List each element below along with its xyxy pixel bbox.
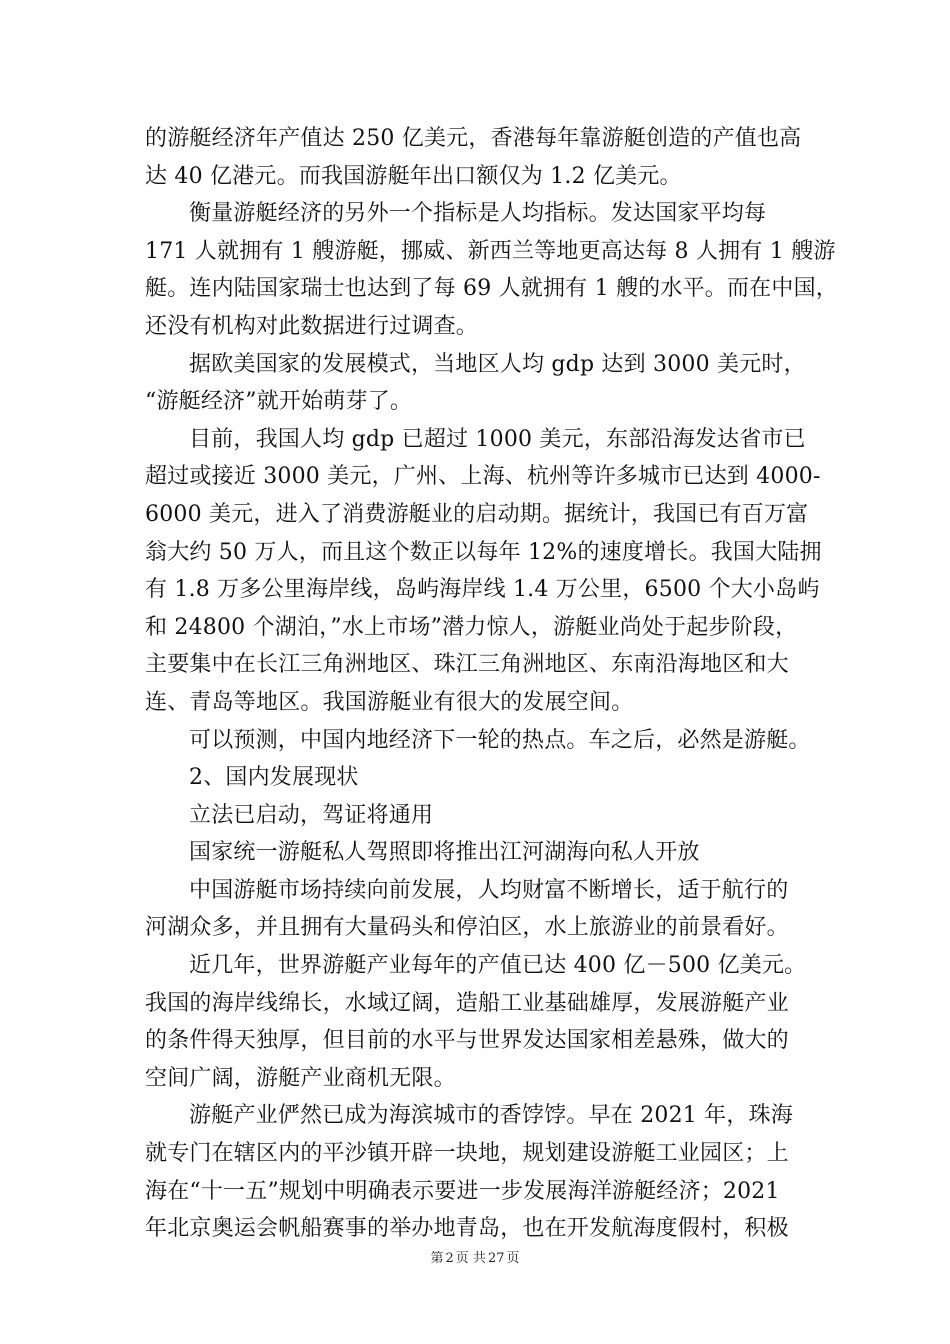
text-line: 游艇产业俨然已成为海滨城市的香饽饽。早在 2021 年，珠海 — [189, 1103, 793, 1129]
text-line: 就专门在辖区内的平沙镇开辟一块地，规划建设游艇工业园区；上 — [145, 1141, 789, 1167]
text-line: 2、国内发展现状 — [189, 765, 359, 791]
text-line: 我国的海岸线绵长，水域辽阔，造船工业基础雄厚，发展游艇产业 — [145, 990, 789, 1016]
text-line: 的条件得天独厚，但目前的水平与世界发达国家相差悬殊，做大的 — [145, 1028, 789, 1054]
text-line: 6000 美元，进入了消费游艇业的启动期。据统计，我国已有百万富 — [145, 501, 809, 527]
text-line: 还没有机构对此数据进行过调查。 — [145, 313, 479, 339]
text-line: 衡量游艇经济的另外一个指标是人均指标。发达国家平均每 — [189, 201, 767, 227]
text-line: 达 40 亿港元。而我国游艇年出口额仅为 1.2 亿美元。 — [145, 163, 682, 189]
text-line: 空间广阔，游艇产业商机无限。 — [145, 1065, 456, 1091]
text-line: 超过或接近 3000 美元，广州、上海、杭州等许多城市已达到 4000- — [145, 464, 821, 490]
text-line: 目前，我国人均 gdp 已超过 1000 美元，东部沿海发达省市已 — [189, 426, 806, 452]
document-body — [145, 120, 838, 1248]
footer-prefix: 第 — [430, 1251, 444, 1266]
text-line: 中国游艇市场持续向前发展，人均财富不断增长，适于航行的 — [189, 877, 789, 903]
text-line: “游艇经济”就开始萌芽了。 — [145, 389, 413, 415]
text-line: 年北京奥运会帆船赛事的举办地青岛，也在开发航海度假村，积极 — [145, 1216, 789, 1242]
text-line: 的游艇经济年产值达 250 亿美元，香港每年靠游艇创造的产值也高 — [145, 126, 802, 151]
text-line: 近几年，世界游艇产业每年的产值已达 400 亿－500 亿美元。 — [189, 953, 807, 979]
text-line: 立法已启动，驾证将通用 — [189, 802, 434, 828]
text-line: 有 1.8 万多公里海岸线，岛屿海岸线 1.4 万公里，6500 个大小岛屿 — [145, 577, 820, 603]
footer-page-number: 2 — [445, 1251, 454, 1266]
footer-total-pages: 27 — [487, 1251, 505, 1266]
text-line: 国家统一游艇私人驾照即将推出江河湖海向私人开放 — [189, 840, 700, 866]
page-footer — [0, 1247, 950, 1266]
text-line: 和 24800 个湖泊，”水上市场”潜力惊人，游艇业尚处于起步阶段， — [145, 614, 798, 640]
text-line: 171 人就拥有 1 艘游艇，挪威、新西兰等地更高达每 8 人拥有 1 艘游 — [145, 238, 836, 264]
text-line: 艇。连内陆国家瑞士也达到了每 69 人就拥有 1 艘的水平。而在中国， — [145, 276, 838, 302]
text-line: 主要集中在长江三角洲地区、珠江三角洲地区、东南沿海地区和大 — [145, 652, 789, 678]
text-line: 翁大约 50 万人，而且这个数正以每年 12%的速度增长。我国大陆拥 — [145, 539, 822, 565]
footer-suffix: 页 — [506, 1251, 520, 1266]
text-line: 河湖众多，并且拥有大量码头和停泊区，水上旅游业的前景看好。 — [145, 915, 789, 941]
footer-middle: 页 共 — [455, 1251, 486, 1266]
text-line: 连、青岛等地区。我国游艇业有很大的发展空间。 — [145, 689, 634, 715]
text-line: 可以预测，中国内地经济下一轮的热点。车之后，必然是游艇。 — [189, 727, 811, 753]
text-line: 据欧美国家的发展模式，当地区人均 gdp 达到 3000 美元时， — [189, 351, 806, 377]
text-line: 海在“十一五”规划中明确表示要进一步发展海洋游艇经济；2021 — [145, 1178, 780, 1204]
